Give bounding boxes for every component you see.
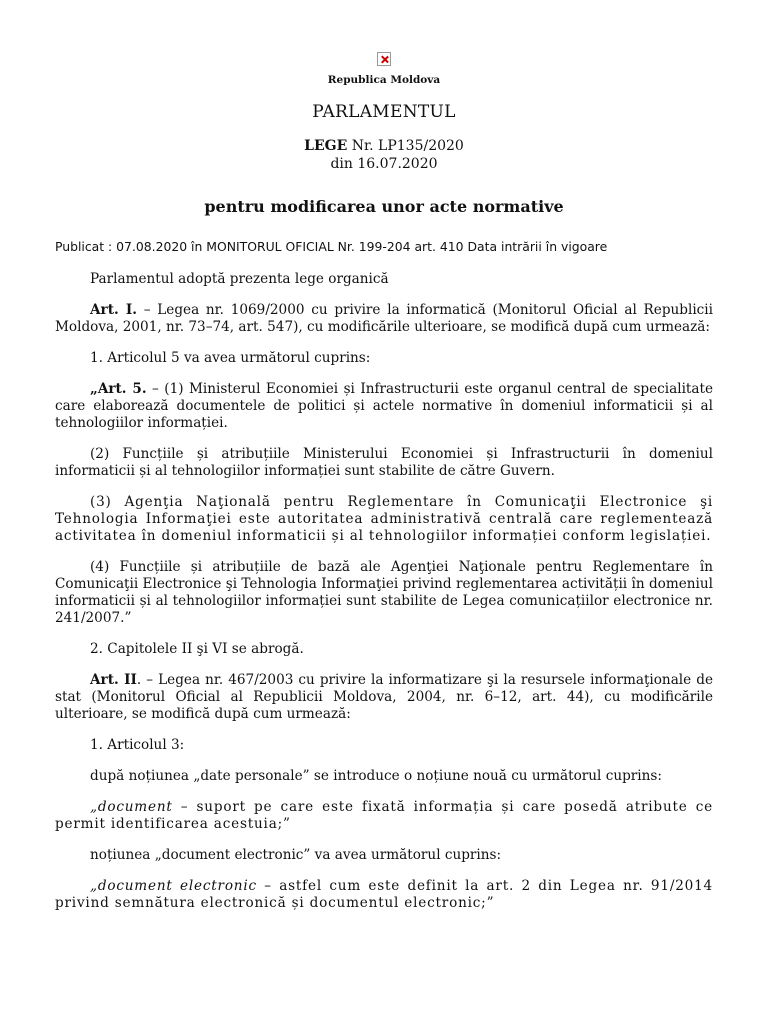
article-5-paragraph-1: „Art. 5. – (1) Ministerul Economiei și Infrastructurii este organul central de specialitate care elaborează documentele de politici și actele normative în domeniul informaticii și al tehnologiilor informației.	[55, 381, 713, 431]
article-2-label: Art. II	[90, 672, 137, 688]
definition-document-term: „document	[90, 799, 173, 815]
definition-document: „document – suport pe care este fixată informația și care posedă atribute ce permit identificarea acestuia;”	[55, 799, 713, 832]
institution-name: PARLAMENTUL	[312, 102, 456, 122]
intro-paragraph: Parlamentul adoptă prezenta lege organică	[90, 271, 389, 287]
act-title: pentru modificarea unor acte normative	[204, 197, 564, 216]
act-type: LEGE	[304, 138, 348, 154]
document-page	[55, 52, 713, 912]
article-2-notion-paragraph: noțiunea „document electronic” va avea următorul cuprins:	[90, 847, 502, 863]
article-5-paragraph-2: (2) Funcțiile și atribuțiile Ministerului Economiei și Infrastructurii în domeniul informaticii și al tehnologiilor informației sunt stabilite de către Guvern.	[55, 446, 713, 479]
article-1-label: Art. I.	[90, 302, 137, 318]
publication-info: Publicat : 07.08.2020 în MONITORUL OFICIAL Nr. 199-204 art. 410 Data intrării în vigoare	[55, 239, 608, 254]
article-2-insertion-paragraph: după noțiunea „date personale” se introduce o noțiune nouă cu următorul cuprins:	[90, 768, 662, 784]
definition-electronic-document: „document electronic – astfel cum este definit la art. 2 din Legea nr. 91/2014 privind semnătura electronică și documentul electronic;”	[55, 878, 713, 911]
article-2-paragraph: Art. II. – Legea nr. 467/2003 cu privire la informatizare şi la resursele informaţionale de stat (Monitorul Oficial al Republicii Moldova, 2004, nr. 6–12, art. 44), cu modificările ulterioare, se modifică după cum urmează:	[55, 672, 713, 722]
act-number: Nr. LP135/2020	[347, 138, 464, 154]
coat-of-arms-broken-image-icon	[377, 52, 391, 66]
article-5-label: „Art. 5.	[90, 381, 147, 397]
act-date: din 16.07.2020	[330, 156, 438, 172]
act-identifier	[55, 137, 713, 173]
article-1-point-2: 2. Capitolele II şi VI se abrogă.	[90, 641, 304, 657]
article-5-paragraph-4: (4) Funcțiile și atribuțiile de bază ale Agenţiei Naţionale pentru Reglementare în Comunicaţii Electronice şi Tehnologia Informaţiei privind reglementarea activității în domeniul informaticii și al tehnologiilor informației sunt stabilite de Legea comunicațiilor electronice nr. 241/2007.”	[55, 559, 713, 626]
article-1-point-1: 1. Articolul 5 va avea următorul cuprins:	[90, 350, 371, 366]
country-name: Republica Moldova	[327, 74, 441, 86]
definition-electronic-document-term: „document electronic	[90, 878, 257, 894]
article-1-paragraph: Art. I. – Legea nr. 1069/2000 cu privire la informatică (Monitorul Oficial al Republicii Moldova, 2001, nr. 73–74, art. 547), cu modificările ulterioare, se modifică după cum urmează:	[55, 302, 713, 335]
article-2-point-1: 1. Articolul 3:	[90, 737, 185, 753]
article-5-paragraph-3: (3) Agenţia Naţională pentru Reglementare în Comunicaţii Electronice şi Tehnologia Informaţiei este autoritatea administrativă centrală care reglementează activitatea în domeniul informaticii și al tehnologiilor informației conform legislației.	[55, 494, 713, 544]
